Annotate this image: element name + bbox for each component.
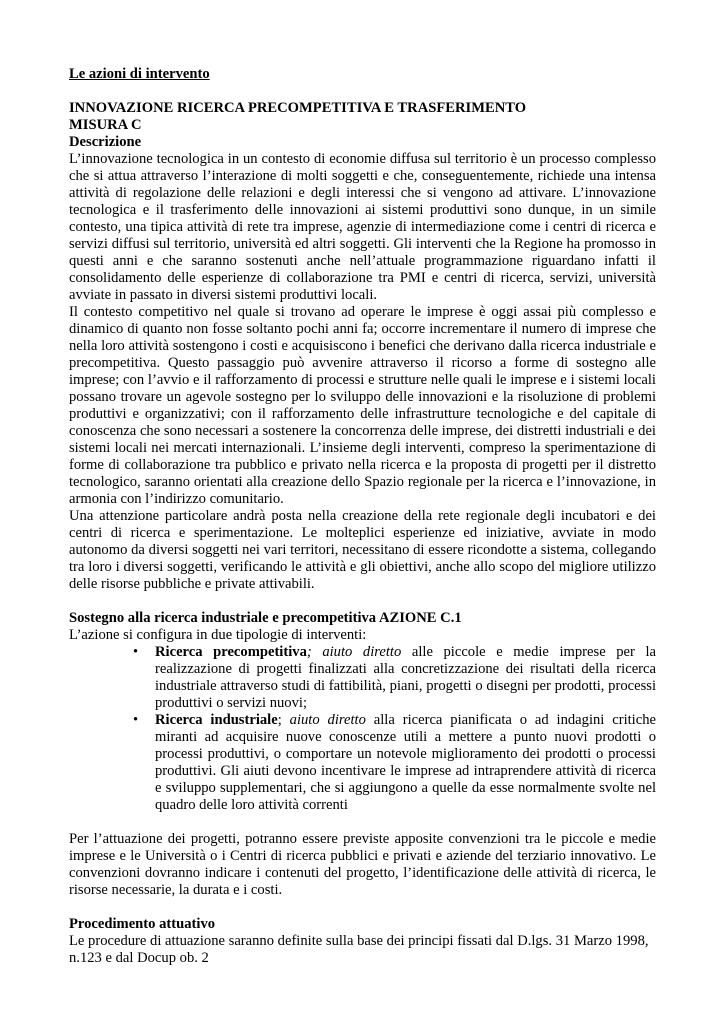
item-term: Ricerca precompetitiva	[155, 644, 307, 660]
main-heading: INNOVAZIONE RICERCA PRECOMPETITIVA E TRASFERIMENTO	[69, 100, 527, 116]
intervention-types-list	[69, 644, 656, 814]
description-heading: Descrizione	[69, 134, 142, 150]
bullet-icon: •	[133, 712, 139, 728]
item-qualifier: aiuto diretto	[322, 644, 402, 660]
item-text: alle piccole e medie imprese per la realizzazione di progetti finalizzati alla concretizzazione dei risultati della ricerca industriale attraverso studi di fattibilità, piani, progetti o disegni per prodotti, processi produttivi o servizi nuovi;	[155, 644, 656, 711]
document-page	[69, 66, 656, 967]
list-item	[69, 644, 656, 712]
description-paragraph-3: Una attenzione particolare andrà posta nella creazione della rete regionale degli incubatori e dei centri di ricerca e sperimentazione. Le molteplici esperienze ed iniziative, avviate in modo autonomo da diversi soggetti nei vari territori, necessitano di essere ricondotte a sistema, collegando tra loro i diversi soggetti, verificando le attività e gli obiettivi, anche allo scopo del migliore utilizzo delle risorse pubbliche e private attivabili.	[69, 508, 656, 592]
item-term: Ricerca industriale	[155, 712, 278, 728]
section-title: Le azioni di intervento	[69, 66, 210, 82]
item-text: alla ricerca pianificata o ad indagini critiche miranti ad acquisire nuove conoscenze utili a mettere a punto nuovi prodotti o processi produttivi, o comportare un notevole miglioramento dei prodotti o processi produttivi. Gli aiuti devono incentivare le imprese ad intraprendere attività di ricerca e sviluppo supplementari, che si aggiungono a quelle da esse normalmente svolte nel quadro delle loro attività correnti	[155, 712, 656, 813]
action-intro: L’azione si configura in due tipologie di interventi:	[69, 627, 367, 643]
item-separator: ;	[306, 644, 312, 660]
item-qualifier: aiuto diretto	[289, 712, 366, 728]
procedure-text: Le procedure di attuazione saranno definite sulla base dei principi fissati dal D.lgs. 31 Marzo 1998, n.123 e dal Docup ob. 2	[69, 933, 649, 966]
spacer	[69, 814, 656, 831]
action-heading: Sostegno alla ricerca industriale e precompetitiva AZIONE C.1	[69, 610, 462, 626]
list-item	[69, 712, 656, 814]
procedure-heading: Procedimento attuativo	[69, 916, 216, 932]
spacer	[69, 899, 656, 916]
measure-label: MISURA C	[69, 117, 142, 133]
description-paragraph-2: Il contesto competitivo nel quale si trovano ad operare le imprese è oggi assai più complesso e dinamico di quanto non fosse soltanto pochi anni fa; occorre incrementare il numero di imprese che nella loro attività sostengono i costi e acquisiscono i benefici che derivano dalla ricerca industriale e precompetitiva. Questo passaggio può avvenire attraverso il ricorso a forme di sostegno alle imprese; con l’avvio e il rafforzamento di processi e strutture nelle quali le imprese e i sistemi locali possano trovare un agevole sostegno per lo sviluppo delle innovazioni e la risoluzione di problemi produttivi e organizzativi; con il rafforzamento delle infrastrutture tecnologiche e del capitale di conoscenza che sono necessari a sostenere la concorrenza delle imprese, dei distretti industriali e dei sistemi locali nei mercati internazionali. L’insieme degli interventi, compreso la sperimentazione di forme di collaborazione tra pubblico e privato nella ricerca e la proposta di progetti per il distretto tecnologico, saranno orientati alla creazione dello Spazio regionale per la ricerca e l’innovazione, in armonia con l’indirizzo comunitario.	[69, 304, 656, 507]
spacer	[69, 83, 656, 100]
description-paragraph-1: L’innovazione tecnologica in un contesto di economie diffusa sul territorio è un processo complesso che si attua attraverso l’interazione di molti soggetti e che, conseguentemente, richiede una intensa attività di regolazione delle relazioni e degli interessi che si vengono ad attivare. L’innovazione tecnologica e il trasferimento delle innovazioni ai sistemi produttivi sono dunque, in un simile contesto, una tipica attività di rete tra imprese, agenzie di intermediazione come i centri di ricerca e servizi diffusi sul territorio, università ed altri soggetti. Gli interventi che la Regione ha promosso in questi anni e che saranno sostenuti anche nell’attuale programmazione riguardano infatti il consolidamento delle esperienze di collaborazione tra PMI e centri di ricerca, servizi, università avviate in passato in diversi sistemi produttivi locali.	[69, 151, 656, 303]
spacer	[69, 593, 656, 610]
action-closing-paragraph: Per l’attuazione dei progetti, potranno essere previste apposite convenzioni tra le piccole e medie imprese e le Università o i Centri di ricerca pubblici e privati e aziende del terziario innovativo. Le convenzioni dovranno indicare i contenuti del progetto, l’identificazione delle attività di ricerca, le risorse necessarie, la durata e i costi.	[69, 831, 656, 898]
bullet-icon: •	[133, 644, 139, 660]
item-separator: ;	[277, 712, 290, 728]
